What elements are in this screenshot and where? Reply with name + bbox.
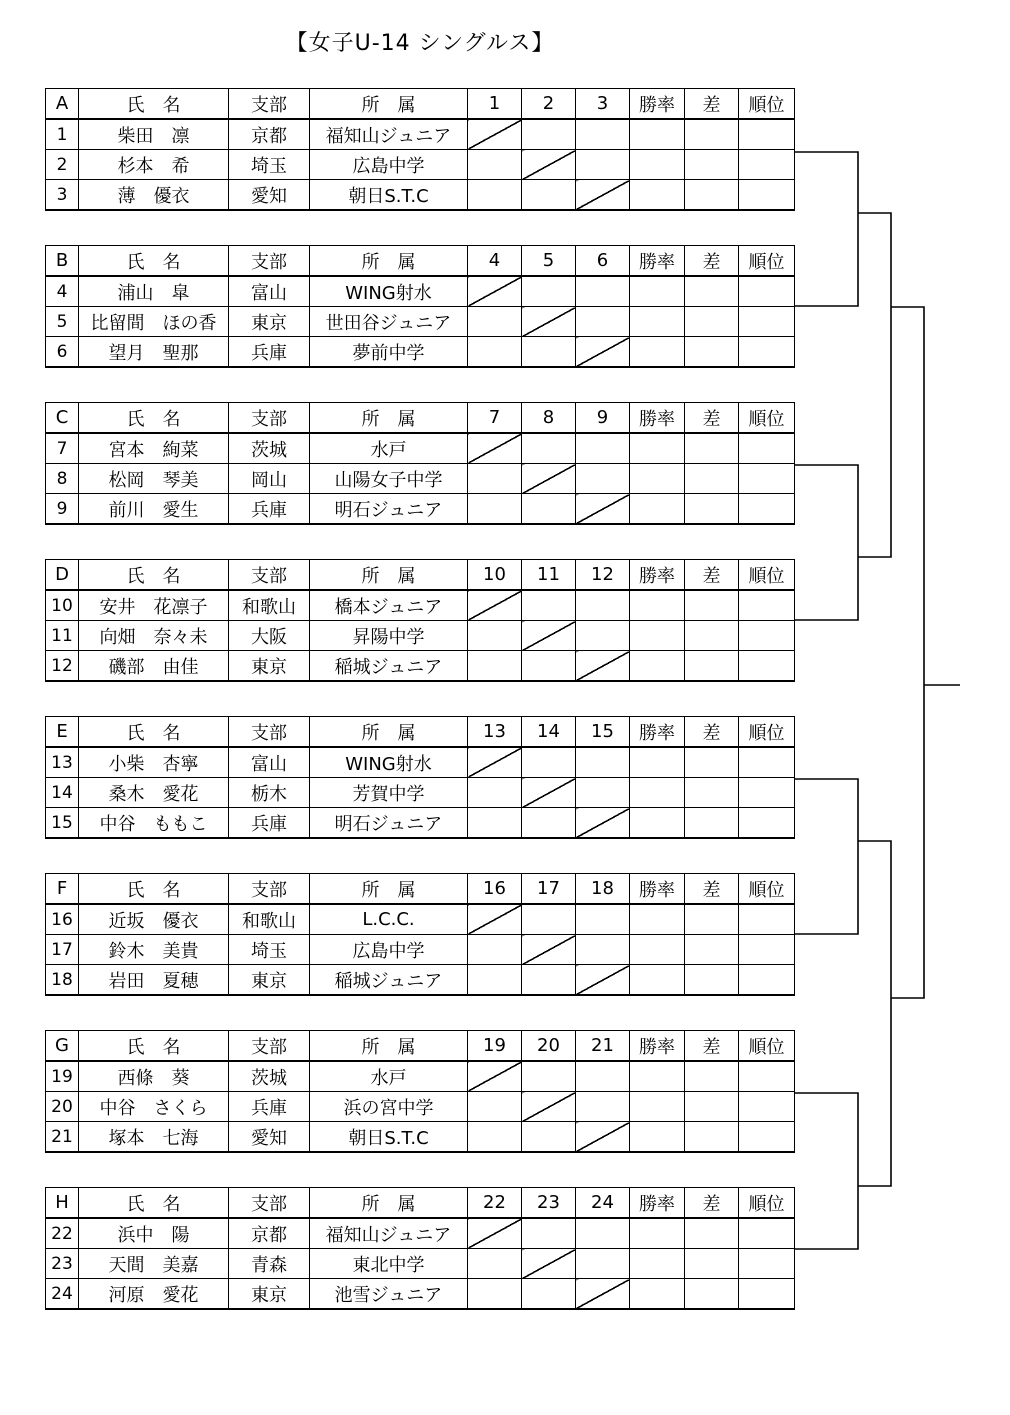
player-number: 20 <box>46 1092 79 1122</box>
player-number: 21 <box>46 1122 79 1153</box>
player-name: 河原 愛花 <box>79 1279 229 1310</box>
match-col-header: 14 <box>522 717 576 748</box>
match-col-header: 18 <box>576 874 630 905</box>
player-number: 11 <box>46 621 79 651</box>
player-number: 23 <box>46 1249 79 1279</box>
group-label: A <box>46 89 79 120</box>
player-affiliation: 広島中学 <box>310 150 468 180</box>
player-affiliation: 朝日S.T.C <box>310 1122 468 1153</box>
player-affiliation: WING射水 <box>310 276 468 307</box>
player-affiliation: 水戸 <box>310 1061 468 1092</box>
match-col-header: 1 <box>468 89 522 120</box>
player-branch: 東京 <box>229 965 310 996</box>
player-number: 19 <box>46 1061 79 1092</box>
match-col-header: 12 <box>576 560 630 591</box>
match-col-header: 4 <box>468 246 522 277</box>
player-name: 薄 優衣 <box>79 180 229 211</box>
branch-header: 支部 <box>229 1031 310 1062</box>
player-affiliation: 山陽女子中学 <box>310 464 468 494</box>
match-col-header: 13 <box>468 717 522 748</box>
rank-header: 順位 <box>739 246 795 277</box>
group-label: F <box>46 874 79 905</box>
branch-header: 支部 <box>229 246 310 277</box>
player-affiliation: 水戸 <box>310 433 468 464</box>
player-branch: 兵庫 <box>229 808 310 839</box>
player-affiliation: 広島中学 <box>310 935 468 965</box>
player-number: 12 <box>46 651 79 682</box>
player-name: 前川 愛生 <box>79 494 229 525</box>
affiliation-header: 所 属 <box>310 560 468 591</box>
group-label: G <box>46 1031 79 1062</box>
match-col-header: 16 <box>468 874 522 905</box>
player-name: 磯部 由佳 <box>79 651 229 682</box>
player-affiliation: 池雪ジュニア <box>310 1279 468 1310</box>
player-affiliation: 芳賀中学 <box>310 778 468 808</box>
player-number: 13 <box>46 747 79 778</box>
match-col-header: 3 <box>576 89 630 120</box>
rank-header: 順位 <box>739 89 795 120</box>
win-rate-header: 勝率 <box>630 89 685 120</box>
branch-header: 支部 <box>229 560 310 591</box>
player-name: 柴田 凛 <box>79 119 229 150</box>
bracket-line-gh <box>794 1093 858 1249</box>
bracket-line-ab <box>794 152 858 306</box>
match-col-header: 6 <box>576 246 630 277</box>
player-branch: 岡山 <box>229 464 310 494</box>
match-col-header: 8 <box>522 403 576 434</box>
diff-header: 差 <box>685 1188 739 1219</box>
group-label: C <box>46 403 79 434</box>
player-branch: 京都 <box>229 119 310 150</box>
player-affiliation: 橋本ジュニア <box>310 590 468 621</box>
diff-header: 差 <box>685 1031 739 1062</box>
name-header: 氏 名 <box>79 717 229 748</box>
match-col-header: 23 <box>522 1188 576 1219</box>
match-col-header: 5 <box>522 246 576 277</box>
match-col-header: 17 <box>522 874 576 905</box>
player-branch: 富山 <box>229 276 310 307</box>
player-number: 15 <box>46 808 79 839</box>
match-col-header: 19 <box>468 1031 522 1062</box>
player-name: 望月 聖那 <box>79 337 229 368</box>
player-affiliation: 昇陽中学 <box>310 621 468 651</box>
branch-header: 支部 <box>229 717 310 748</box>
name-header: 氏 名 <box>79 1188 229 1219</box>
match-col-header: 10 <box>468 560 522 591</box>
player-name: 岩田 夏穂 <box>79 965 229 996</box>
player-branch: 茨城 <box>229 433 310 464</box>
player-number: 24 <box>46 1279 79 1310</box>
player-affiliation: 世田谷ジュニア <box>310 307 468 337</box>
branch-header: 支部 <box>229 874 310 905</box>
name-header: 氏 名 <box>79 403 229 434</box>
player-affiliation: 稲城ジュニア <box>310 651 468 682</box>
player-name: 向畑 奈々未 <box>79 621 229 651</box>
win-rate-header: 勝率 <box>630 246 685 277</box>
match-col-header: 11 <box>522 560 576 591</box>
player-branch: 兵庫 <box>229 1092 310 1122</box>
player-name: 桑木 愛花 <box>79 778 229 808</box>
player-number: 8 <box>46 464 79 494</box>
player-number: 9 <box>46 494 79 525</box>
name-header: 氏 名 <box>79 89 229 120</box>
player-number: 5 <box>46 307 79 337</box>
player-branch: 東京 <box>229 1279 310 1310</box>
group-label: B <box>46 246 79 277</box>
branch-header: 支部 <box>229 403 310 434</box>
player-name: 宮本 絢菜 <box>79 433 229 464</box>
player-name: 比留間 ほの香 <box>79 307 229 337</box>
player-affiliation: 福知山ジュニア <box>310 1218 468 1249</box>
bracket-line-efgh <box>858 841 891 1186</box>
bracket-line-ef <box>794 779 858 934</box>
player-name: 小柴 杏寧 <box>79 747 229 778</box>
player-number: 17 <box>46 935 79 965</box>
player-name: 近坂 優衣 <box>79 904 229 935</box>
player-number: 3 <box>46 180 79 211</box>
player-name: 松岡 琴美 <box>79 464 229 494</box>
player-affiliation: 朝日S.T.C <box>310 180 468 211</box>
player-branch: 埼玉 <box>229 150 310 180</box>
name-header: 氏 名 <box>79 874 229 905</box>
player-affiliation: 明石ジュニア <box>310 494 468 525</box>
rank-header: 順位 <box>739 874 795 905</box>
diff-header: 差 <box>685 403 739 434</box>
player-number: 2 <box>46 150 79 180</box>
player-number: 6 <box>46 337 79 368</box>
player-branch: 和歌山 <box>229 904 310 935</box>
player-number: 18 <box>46 965 79 996</box>
player-affiliation: L.C.C. <box>310 904 468 935</box>
rank-header: 順位 <box>739 1031 795 1062</box>
player-affiliation: WING射水 <box>310 747 468 778</box>
diff-header: 差 <box>685 717 739 748</box>
player-name: 浜中 陽 <box>79 1218 229 1249</box>
rank-header: 順位 <box>739 717 795 748</box>
player-branch: 愛知 <box>229 180 310 211</box>
name-header: 氏 名 <box>79 246 229 277</box>
match-col-header: 20 <box>522 1031 576 1062</box>
player-branch: 和歌山 <box>229 590 310 621</box>
page-title: 【女子U-14 シングルス】 <box>285 31 555 56</box>
affiliation-header: 所 属 <box>310 717 468 748</box>
affiliation-header: 所 属 <box>310 89 468 120</box>
affiliation-header: 所 属 <box>310 246 468 277</box>
match-col-header: 7 <box>468 403 522 434</box>
player-branch: 富山 <box>229 747 310 778</box>
player-branch: 埼玉 <box>229 935 310 965</box>
player-number: 14 <box>46 778 79 808</box>
match-col-header: 2 <box>522 89 576 120</box>
win-rate-header: 勝率 <box>630 874 685 905</box>
player-branch: 茨城 <box>229 1061 310 1092</box>
player-name: 安井 花凛子 <box>79 590 229 621</box>
player-name: 鈴木 美貴 <box>79 935 229 965</box>
win-rate-header: 勝率 <box>630 717 685 748</box>
player-affiliation: 浜の宮中学 <box>310 1092 468 1122</box>
player-number: 4 <box>46 276 79 307</box>
player-number: 1 <box>46 119 79 150</box>
win-rate-header: 勝率 <box>630 1031 685 1062</box>
rank-header: 順位 <box>739 1188 795 1219</box>
player-branch: 栃木 <box>229 778 310 808</box>
player-affiliation: 東北中学 <box>310 1249 468 1279</box>
match-col-header: 22 <box>468 1188 522 1219</box>
player-branch: 東京 <box>229 651 310 682</box>
player-name: 天間 美嘉 <box>79 1249 229 1279</box>
player-branch: 大阪 <box>229 621 310 651</box>
player-affiliation: 明石ジュニア <box>310 808 468 839</box>
affiliation-header: 所 属 <box>310 1031 468 1062</box>
player-name: 中谷 ももこ <box>79 808 229 839</box>
affiliation-header: 所 属 <box>310 874 468 905</box>
win-rate-header: 勝率 <box>630 403 685 434</box>
diff-header: 差 <box>685 246 739 277</box>
match-col-header: 15 <box>576 717 630 748</box>
player-name: 中谷 さくら <box>79 1092 229 1122</box>
group-label: H <box>46 1188 79 1219</box>
player-affiliation: 稲城ジュニア <box>310 965 468 996</box>
match-col-header: 9 <box>576 403 630 434</box>
player-number: 10 <box>46 590 79 621</box>
win-rate-header: 勝率 <box>630 1188 685 1219</box>
rank-header: 順位 <box>739 560 795 591</box>
affiliation-header: 所 属 <box>310 403 468 434</box>
affiliation-header: 所 属 <box>310 1188 468 1219</box>
player-affiliation: 福知山ジュニア <box>310 119 468 150</box>
diff-header: 差 <box>685 89 739 120</box>
branch-header: 支部 <box>229 89 310 120</box>
group-label: D <box>46 560 79 591</box>
group-label: E <box>46 717 79 748</box>
player-branch: 京都 <box>229 1218 310 1249</box>
player-branch: 愛知 <box>229 1122 310 1153</box>
player-branch: 東京 <box>229 307 310 337</box>
match-col-header: 21 <box>576 1031 630 1062</box>
player-branch: 兵庫 <box>229 494 310 525</box>
branch-header: 支部 <box>229 1188 310 1219</box>
bracket-line-abcd <box>858 213 891 557</box>
diff-header: 差 <box>685 560 739 591</box>
player-affiliation: 夢前中学 <box>310 337 468 368</box>
player-name: 塚本 七海 <box>79 1122 229 1153</box>
player-number: 7 <box>46 433 79 464</box>
bracket-line-cd <box>794 465 858 620</box>
player-name: 西條 葵 <box>79 1061 229 1092</box>
player-branch: 兵庫 <box>229 337 310 368</box>
name-header: 氏 名 <box>79 560 229 591</box>
match-col-header: 24 <box>576 1188 630 1219</box>
player-name: 浦山 皐 <box>79 276 229 307</box>
player-number: 16 <box>46 904 79 935</box>
player-name: 杉本 希 <box>79 150 229 180</box>
rank-header: 順位 <box>739 403 795 434</box>
bracket-line-semi <box>891 307 924 998</box>
diff-header: 差 <box>685 874 739 905</box>
player-branch: 青森 <box>229 1249 310 1279</box>
win-rate-header: 勝率 <box>630 560 685 591</box>
name-header: 氏 名 <box>79 1031 229 1062</box>
player-number: 22 <box>46 1218 79 1249</box>
